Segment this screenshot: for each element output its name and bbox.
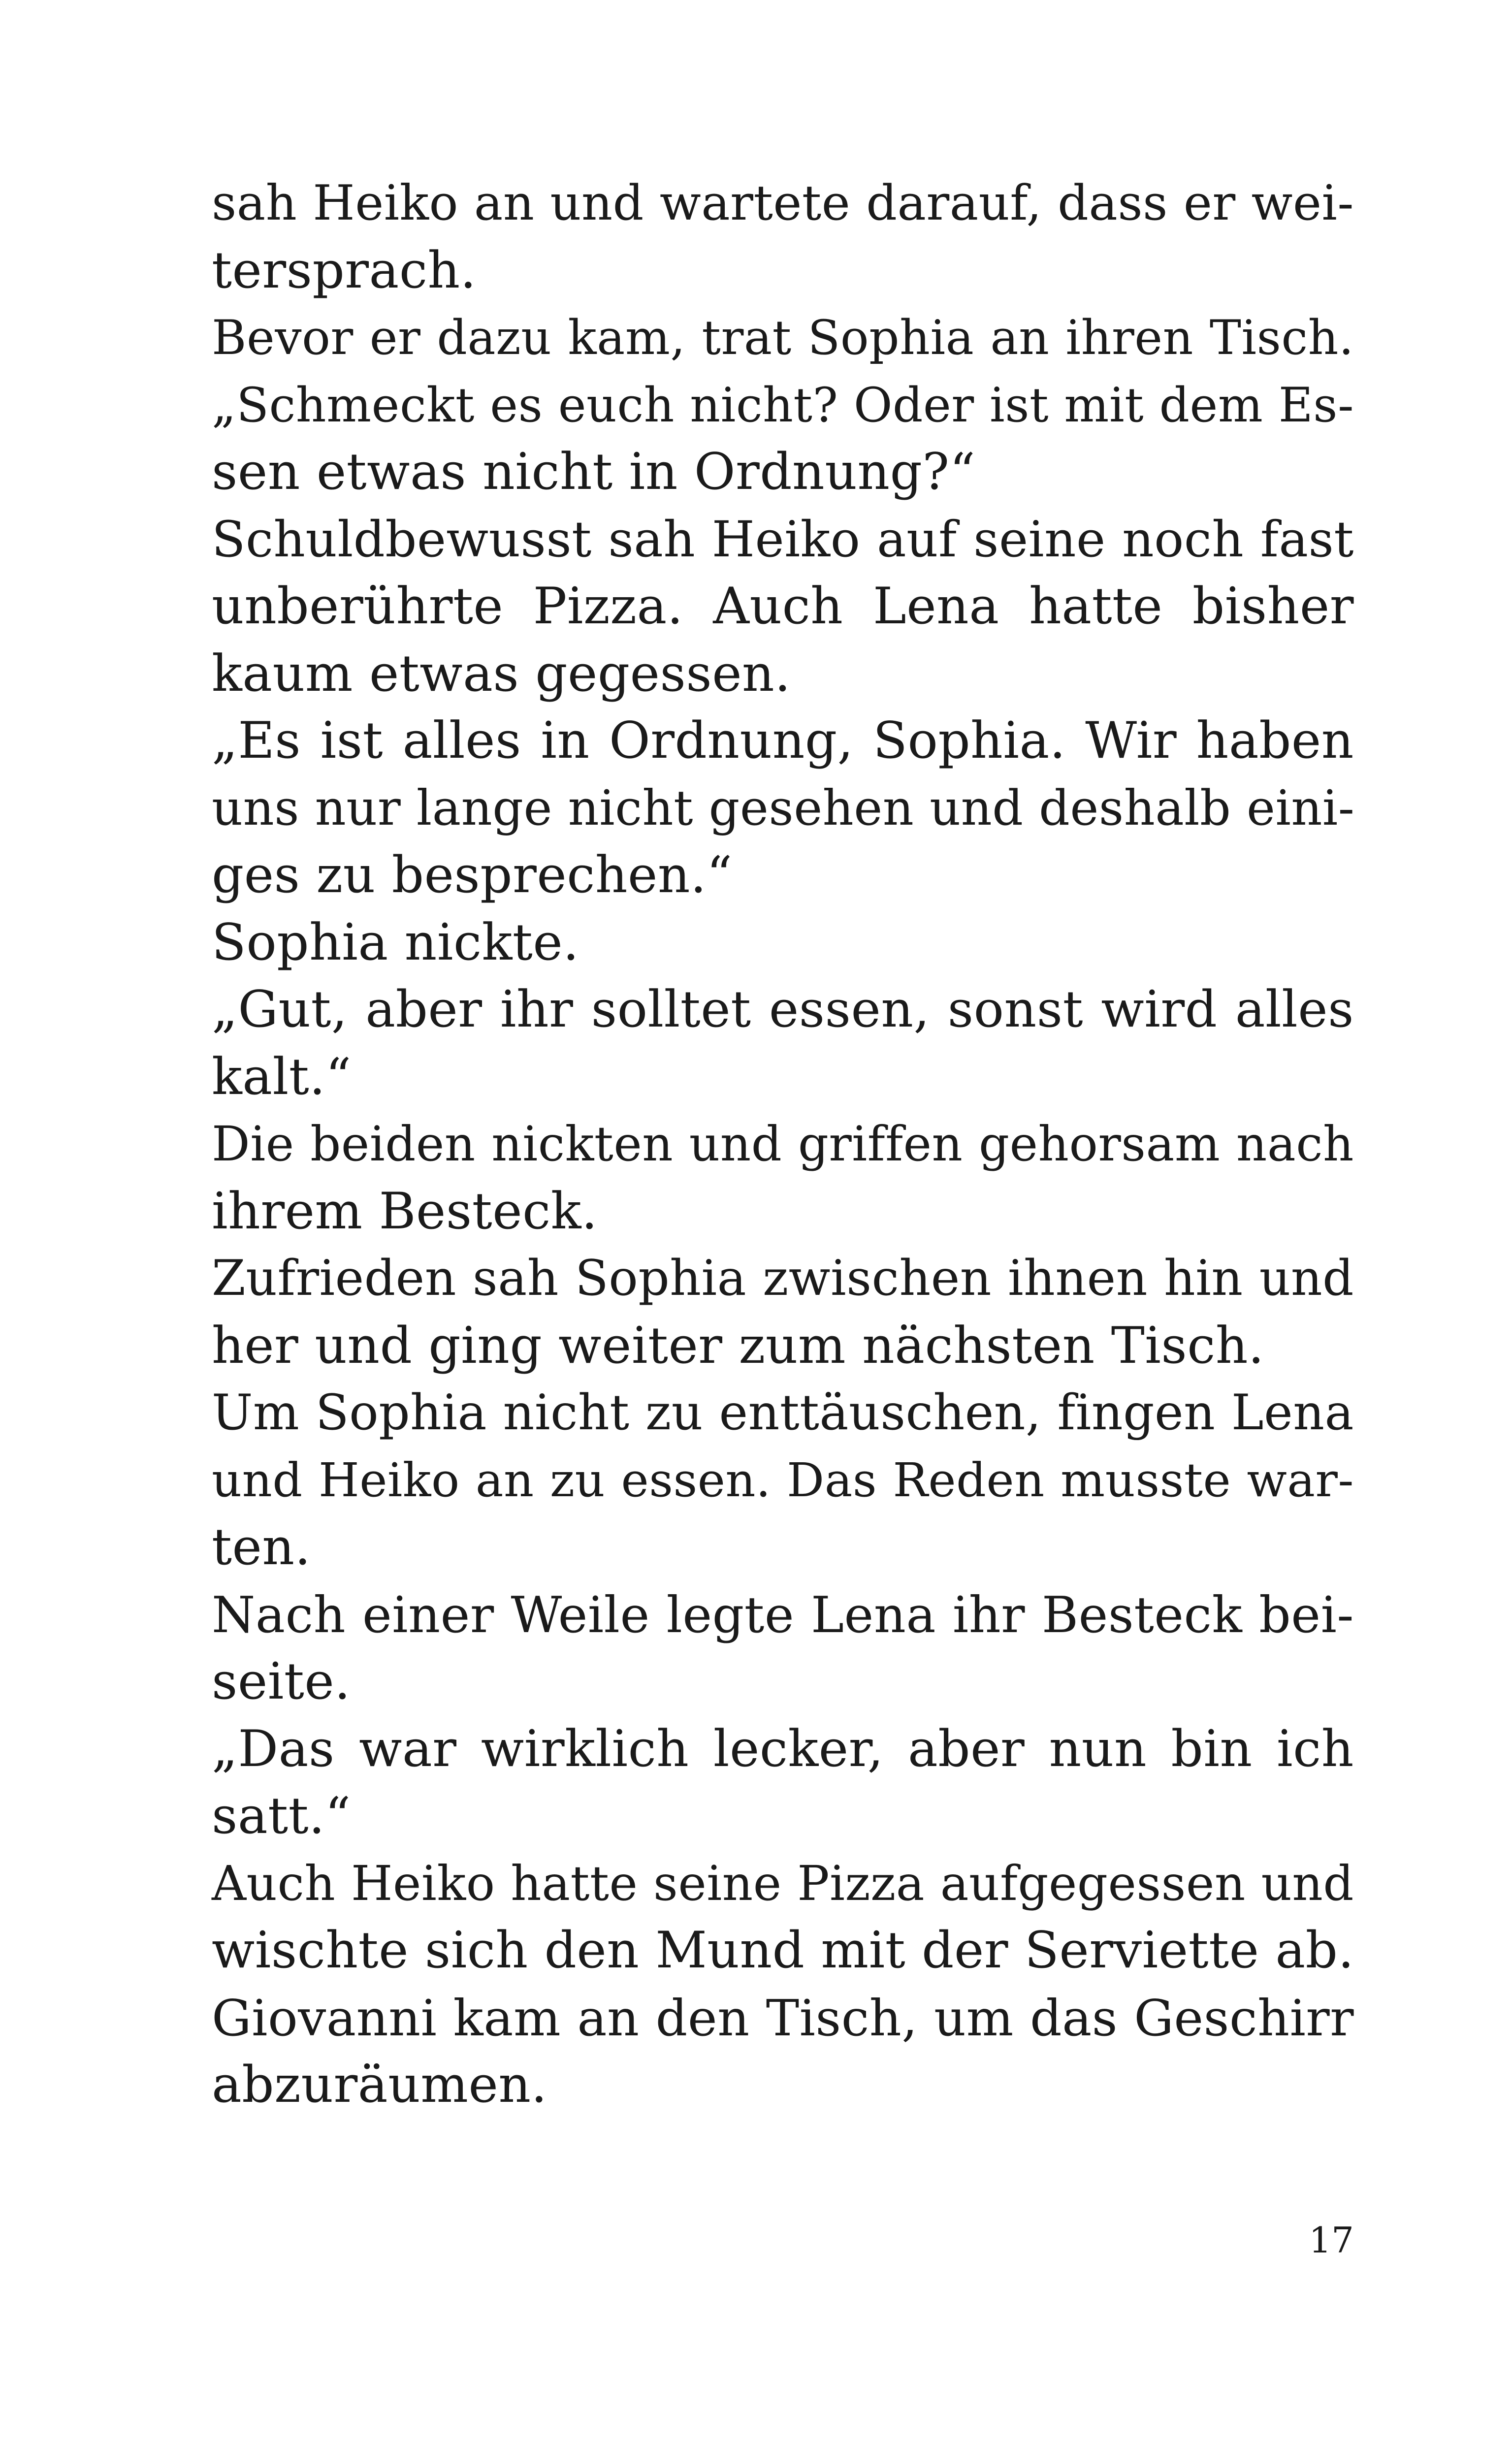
body-text	[212, 170, 1354, 2119]
text-line: unberührte Pizza. Auch Lena hatte bisher	[212, 577, 1354, 636]
text-line: abzuräumen.	[212, 2056, 547, 2114]
text-line: ihrem Besteck.	[212, 1182, 598, 1241]
text-line: Giovanni kam an den Tisch, um das Geschirr	[212, 1989, 1354, 2047]
text-line: uns nur lange nicht gesehen und deshalb eini-	[212, 780, 1355, 836]
text-line: Zufrieden sah Sophia zwischen ihnen hin und	[212, 1250, 1354, 1307]
text-line: wischte sich den Mund mit der Serviette ab.	[212, 1921, 1354, 1980]
text-line: kaum etwas gegessen.	[212, 644, 791, 703]
text-line: „Schmeckt es euch nicht? Oder ist mit dem Es-	[212, 377, 1354, 433]
text-line: Um Sophia nicht zu enttäuschen, fingen Lena	[212, 1384, 1354, 1441]
text-line: her und ging weiter zum nächsten Tisch.	[212, 1316, 1264, 1375]
text-line: Bevor er dazu kam, trat Sophia an ihren Tisch.	[212, 310, 1354, 365]
text-line: sen etwas nicht in Ordnung?“	[212, 443, 976, 501]
text-line: Nach einer Weile legte Lena ihr Besteck bei-	[212, 1585, 1354, 1644]
text-line: sah Heiko an und wartete darauf, dass er wei-	[212, 175, 1354, 231]
text-line: satt.“	[212, 1787, 351, 1845]
text-line: kalt.“	[212, 1047, 352, 1106]
text-line: „Es ist alles in Ordnung, Sophia. Wir haben	[212, 711, 1354, 770]
text-line: ten.	[212, 1518, 311, 1576]
text-line: tersprach.	[212, 241, 477, 300]
text-line: Sophia nickte.	[212, 913, 579, 972]
text-line: Die beiden nickten und griffen gehorsam nach	[212, 1116, 1354, 1172]
text-line: und Heiko an zu essen. Das Reden musste war-	[212, 1453, 1354, 1508]
text-line: Auch Heiko hatte seine Pizza aufgegessen und	[212, 1855, 1354, 1911]
text-line: „Das war wirklich lecker, aber nun bin ich	[212, 1719, 1354, 1778]
text-line: ges zu besprechen.“	[212, 846, 733, 904]
page-number: 17	[1309, 2219, 1354, 2261]
text-line: Schuldbewusst sah Heiko auf seine noch fast	[212, 510, 1354, 568]
text-line: seite.	[212, 1652, 351, 1711]
text-line: „Gut, aber ihr solltet essen, sonst wird alles	[212, 980, 1354, 1039]
